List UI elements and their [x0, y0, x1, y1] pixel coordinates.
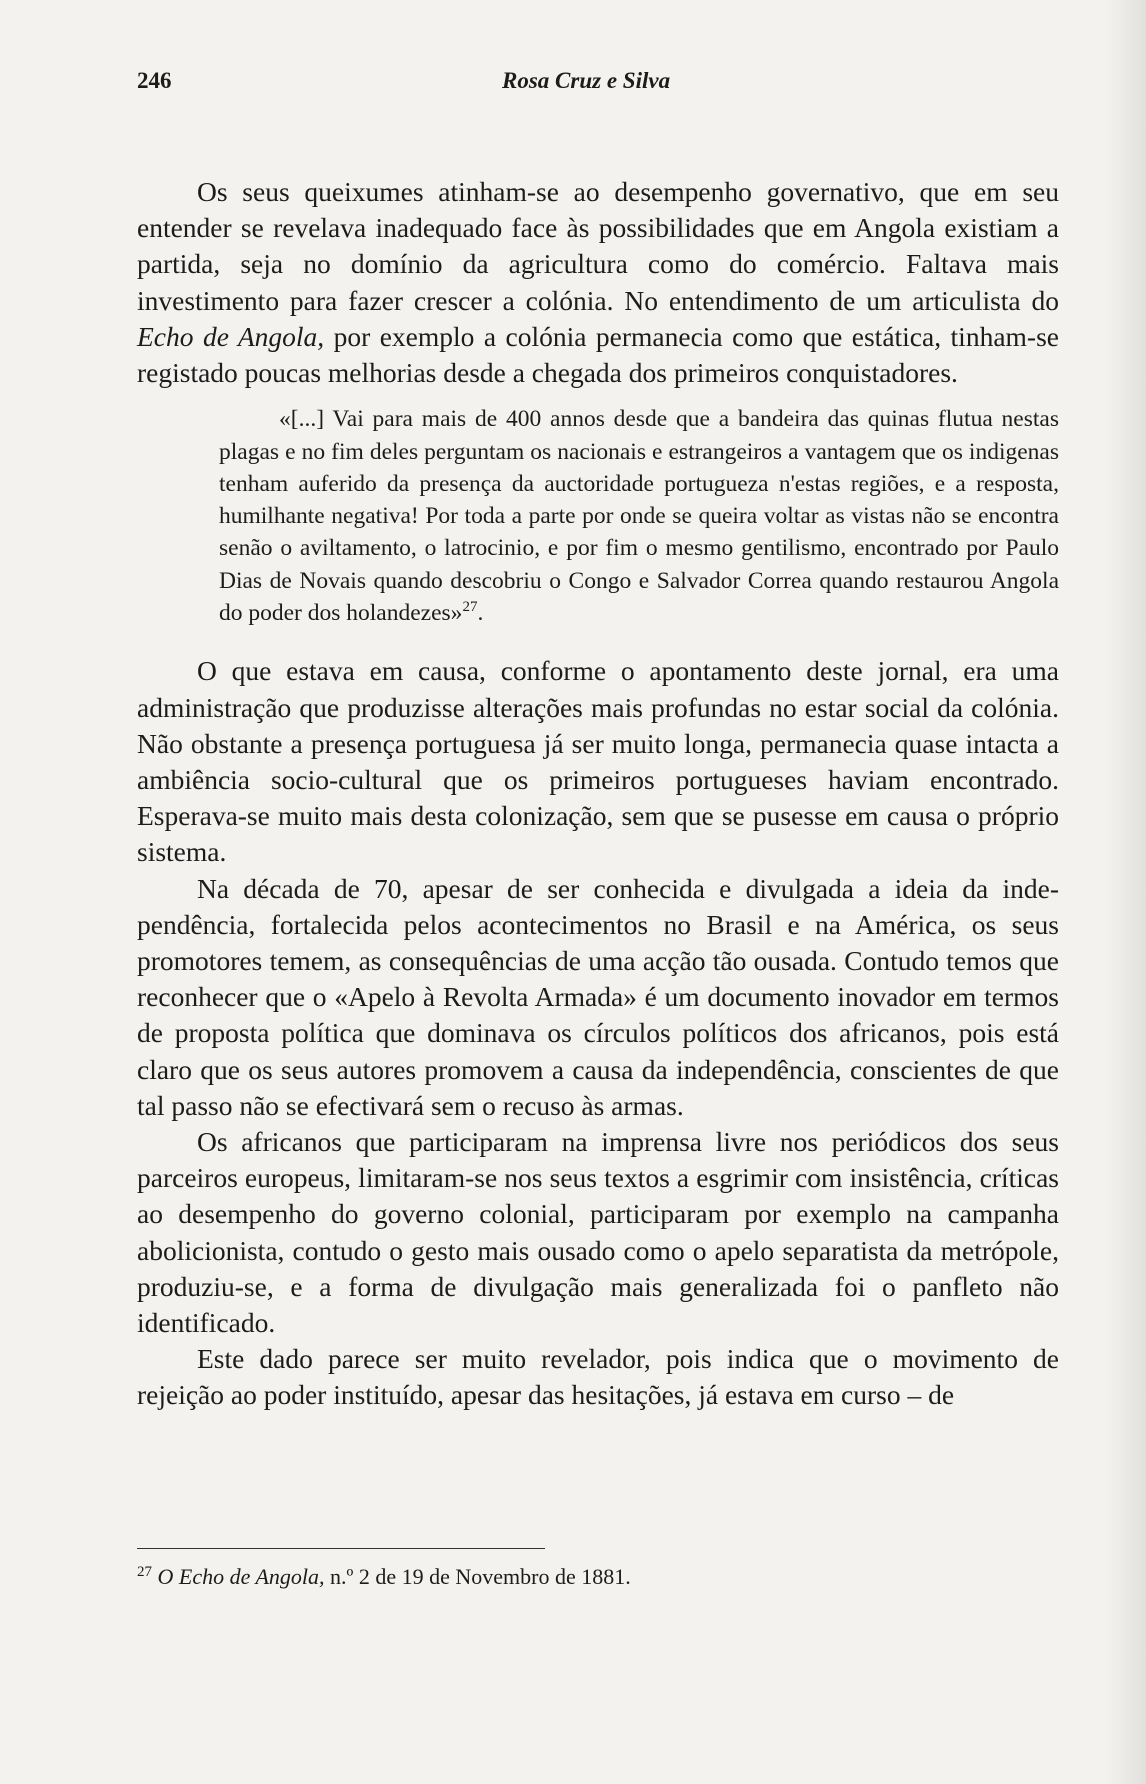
paragraph-1-part-2: por exemplo a colónia permanecia como que estática, tinham-se registado poucas melhorias desde a chegada dos primeiros conquistadores.	[137, 320, 1059, 389]
page-edge-shadow	[1106, 0, 1146, 1784]
paragraph-3: Na década de 70, apesar de ser conhecida e divulgada a ideia da independência, fortalecida pelos acontecimentos no Brasil e na América, os seus promotores temem, as consequências de uma acção tão ousada. Contudo temos que reconhecer que o «Apelo à Revolta Armada» é um documento inovador em termos de proposta política que dominava os círculos políticos dos africanos, pois está claro que os seus autores promovem a causa da independência, conscientes de que tal passo não se efectivará sem o recuso às armas.	[137, 872, 1059, 1121]
main-text	[137, 174, 1059, 1414]
paragraph-1-part-1: Os seus queixumes atinham-se ao desempenho governativo, que em seu entender se revelava inadequado face às possibilidades que em Angola existiam a partida, seja no domínio da agricultura como do comércio. Faltava mais investimento para fazer crescer a colónia. No entendimento de um articulista do	[137, 176, 1059, 316]
paragraph-5: Este dado parece ser muito revelador, pois indica que o movimento de rejeição ao poder instituído, apesar das hesitações, já estava em curso – de	[137, 1343, 1059, 1411]
quote-text: «[...] Vai para mais de 400 annos desde que a bandeira das quinas flutua nestas plagas e no fim deles perguntam os nacionais e estrangeiros a vantagem que os indigenas tenham auferido da presença da auctoridade portugueza n'estas regiões, e a resposta, humilhante negativa! Por toda a parte por onde se queira voltar as vistas não se encontra senão o aviltamento, o latrocinio, e por fim o mesmo gentilismo, encontrado por Paulo Dias de Novais quando descobriu o Congo e Salvador Correa quando restaurou Angola do poder dos holandezes»	[219, 406, 1059, 626]
footnote-text: n.º 2 de 19 de Novembro de 1881.	[324, 1564, 631, 1589]
quote-end: .	[477, 600, 484, 626]
newspaper-title: Echo de Angola,	[137, 320, 325, 352]
running-head-author: Rosa Cruz e Silva	[502, 68, 671, 93]
block-quote	[219, 403, 1059, 629]
page-number: 246	[137, 68, 172, 93]
paragraph-1	[137, 174, 1059, 391]
footnote-divider	[137, 1548, 545, 1549]
footnote-reference: 27	[462, 599, 478, 615]
running-header	[137, 68, 1067, 108]
quote-paragraph	[219, 403, 1059, 629]
footnote-source-title: O Echo de Angola,	[157, 1564, 325, 1589]
footnote	[137, 1562, 1059, 1592]
footnote-number: 27	[137, 1564, 152, 1580]
paragraph-2: O que estava em causa, conforme o apontamento deste jornal, era uma administração que produzisse alterações mais profundas no estar social da colónia. Não obstante a presença portuguesa já ser muito longa, permanecia quase intacta a ambiência socio-cultural que os primeiros portugueses haviam encontrado. Esperava-se muito mais desta colonização, sem que se pusesse em causa o próprio sistema.	[137, 655, 1059, 868]
paragraph-4: Os africanos que participaram na imprensa livre nos periódicos dos seus parceiros europeus, limitaram-se nos seus textos a esgrimir com insistência, críticas ao desempenho do governo colonial, participaram por exemplo na campanha abolicionista, contudo o gesto mais ousado como o apelo separatista da metrópole, produziu-se, e a forma de divulgação mais generalizada foi o panfleto não identificado.	[137, 1125, 1059, 1338]
